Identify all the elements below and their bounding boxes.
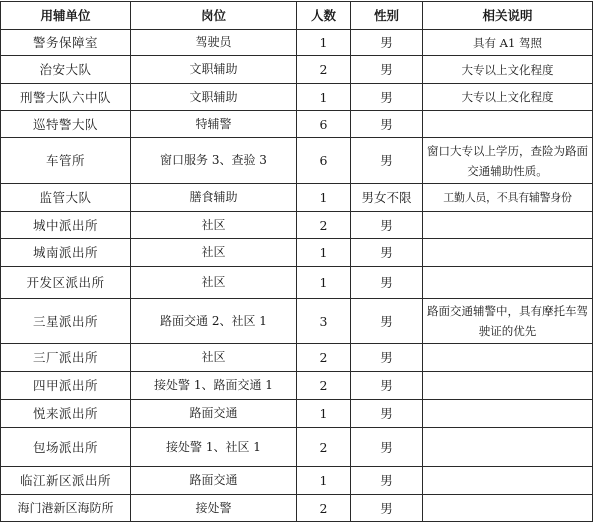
header-post: 岗位: [131, 2, 297, 30]
cell-note: [423, 344, 593, 372]
table-row: [1, 400, 593, 428]
table-row: [1, 239, 593, 267]
table-row: [1, 212, 593, 239]
cell-gender: 男: [351, 56, 423, 84]
cell-post: 特辅警: [131, 111, 297, 138]
cell-post: 社区: [131, 212, 297, 239]
cell-note: [423, 239, 593, 267]
cell-note: [423, 372, 593, 400]
table-row: [1, 184, 593, 212]
cell-post: 社区: [131, 239, 297, 267]
cell-note: [423, 467, 593, 495]
cell-unit: 三厂派出所: [1, 344, 131, 372]
cell-note: [423, 212, 593, 239]
cell-gender: 男: [351, 495, 423, 522]
cell-count: 1: [297, 400, 351, 428]
table-row: [1, 372, 593, 400]
header-note: 相关说明: [423, 2, 593, 30]
recruitment-table: [0, 1, 593, 522]
table-row: [1, 138, 593, 184]
cell-note: [423, 428, 593, 467]
cell-post: 驾驶员: [131, 30, 297, 56]
cell-gender: 男: [351, 212, 423, 239]
cell-unit: 临江新区派出所: [1, 467, 131, 495]
cell-count: 1: [297, 239, 351, 267]
cell-unit: 四甲派出所: [1, 372, 131, 400]
cell-post: 接处警: [131, 495, 297, 522]
table-row: [1, 267, 593, 299]
cell-post: 社区: [131, 344, 297, 372]
cell-note: [423, 400, 593, 428]
cell-unit: 警务保障室: [1, 30, 131, 56]
table-header-row: [1, 2, 593, 30]
cell-gender: 男: [351, 30, 423, 56]
cell-unit: 城南派出所: [1, 239, 131, 267]
header-count: 人数: [297, 2, 351, 30]
table-row: [1, 111, 593, 138]
cell-gender: 男: [351, 84, 423, 111]
cell-gender: 男: [351, 400, 423, 428]
cell-unit: 治安大队: [1, 56, 131, 84]
cell-post: 路面交通 2、社区 1: [131, 299, 297, 344]
cell-count: 1: [297, 184, 351, 212]
cell-unit: 海门港新区海防所: [1, 495, 131, 522]
table-row: [1, 56, 593, 84]
cell-count: 6: [297, 111, 351, 138]
cell-unit: 车管所: [1, 138, 131, 184]
cell-count: 1: [297, 467, 351, 495]
cell-unit: 监管大队: [1, 184, 131, 212]
cell-unit: 包场派出所: [1, 428, 131, 467]
cell-post: 膳食辅助: [131, 184, 297, 212]
cell-count: 6: [297, 138, 351, 184]
table-row: [1, 30, 593, 56]
cell-note: [423, 495, 593, 522]
cell-gender: 男: [351, 239, 423, 267]
table-row: [1, 467, 593, 495]
cell-note: 大专以上文化程度: [423, 56, 593, 84]
cell-post: 接处警 1、路面交通 1: [131, 372, 297, 400]
cell-count: 1: [297, 84, 351, 111]
cell-count: 2: [297, 372, 351, 400]
cell-post: 路面交通: [131, 400, 297, 428]
cell-count: 2: [297, 495, 351, 522]
cell-gender: 男: [351, 372, 423, 400]
cell-gender: 男: [351, 467, 423, 495]
cell-count: 3: [297, 299, 351, 344]
cell-note: 工勤人员，不具有辅警身份: [423, 184, 593, 212]
cell-note: [423, 111, 593, 138]
cell-unit: 巡特警大队: [1, 111, 131, 138]
cell-note: [423, 267, 593, 299]
table-row: [1, 84, 593, 111]
cell-post: 文职辅助: [131, 56, 297, 84]
cell-count: 2: [297, 428, 351, 467]
cell-gender: 男: [351, 299, 423, 344]
cell-unit: 悦来派出所: [1, 400, 131, 428]
cell-gender: 男: [351, 267, 423, 299]
cell-post: 社区: [131, 267, 297, 299]
cell-note: 路面交通辅警中，具有摩托车驾驶证的优先: [423, 299, 593, 344]
cell-count: 2: [297, 344, 351, 372]
cell-unit: 开发区派出所: [1, 267, 131, 299]
cell-note: 大专以上文化程度: [423, 84, 593, 111]
recruitment-table-wrapper: [0, 1, 593, 522]
table-row: [1, 428, 593, 467]
cell-unit: 刑警大队六中队: [1, 84, 131, 111]
header-gender: 性别: [351, 2, 423, 30]
cell-gender: 男: [351, 138, 423, 184]
cell-gender: 男: [351, 111, 423, 138]
table-row: [1, 299, 593, 344]
cell-count: 1: [297, 30, 351, 56]
cell-count: 1: [297, 267, 351, 299]
cell-gender: 男: [351, 428, 423, 467]
cell-count: 2: [297, 56, 351, 84]
cell-gender: 男女不限: [351, 184, 423, 212]
header-unit: 用辅单位: [1, 2, 131, 30]
cell-unit: 城中派出所: [1, 212, 131, 239]
cell-post: 文职辅助: [131, 84, 297, 111]
cell-post: 路面交通: [131, 467, 297, 495]
table-row: [1, 344, 593, 372]
cell-post: 接处警 1、社区 1: [131, 428, 297, 467]
cell-unit: 三星派出所: [1, 299, 131, 344]
table-row: [1, 495, 593, 522]
cell-note: 窗口大专以上学历，查险为路面交通辅助性质。: [423, 138, 593, 184]
cell-count: 2: [297, 212, 351, 239]
cell-note: 具有 A1 驾照: [423, 30, 593, 56]
cell-gender: 男: [351, 344, 423, 372]
cell-post: 窗口服务 3、查验 3: [131, 138, 297, 184]
